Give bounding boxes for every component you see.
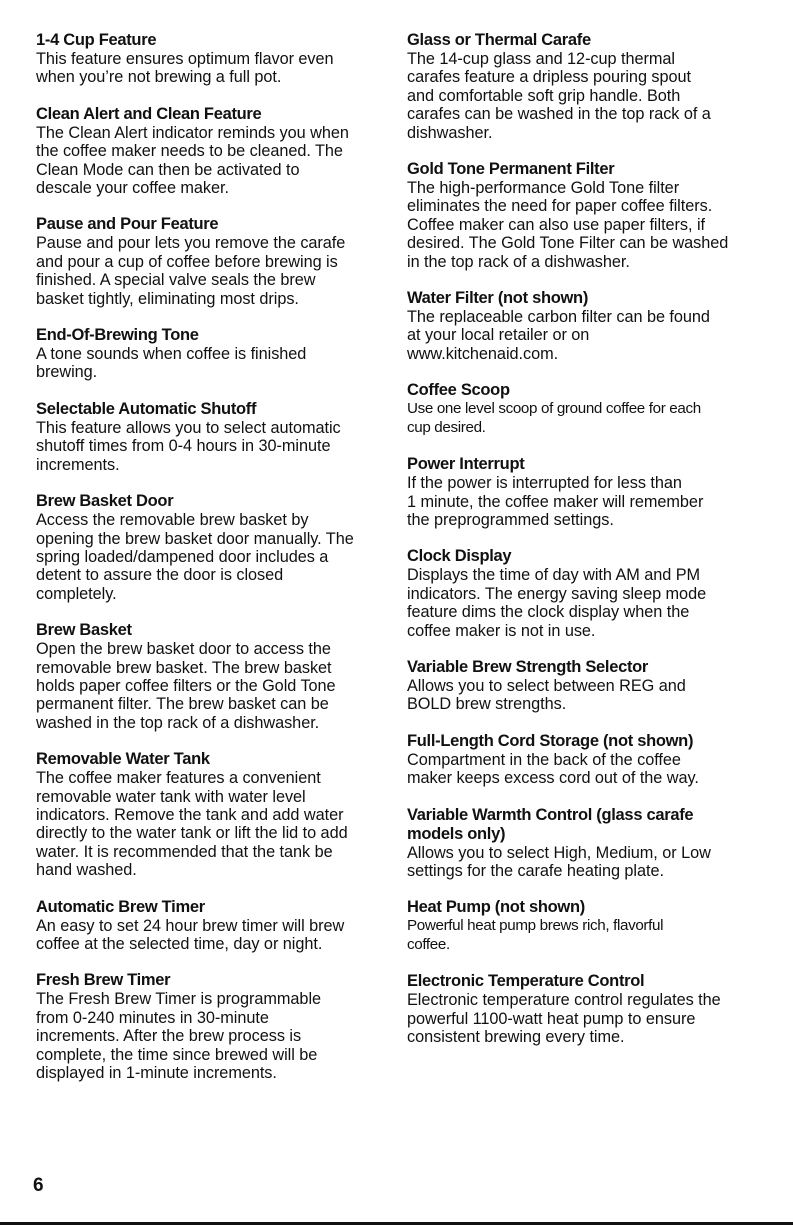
section-body: The 14-cup glass and 12-cup thermal carafes feature a dripless pouring spout and comfortable soft grip handle. Both carafes can be washed in the top rack of a dishwasher. [407,50,711,142]
section-body: This feature allows you to select automatic shutoff times from 0-4 hours in 30-minute increments. [36,418,341,474]
feature-section-automatic-brew-timer [36,898,388,954]
feature-section-heat-pump [407,898,759,954]
section-body: Open the brew basket door to access the removable brew basket. The brew basket holds paper coffee filters or the Gold Tone permanent filter. The brew basket can be washed in the top rack of a dishwasher. [36,640,336,732]
section-heading: Brew Basket [36,621,132,640]
feature-section-clean-alert [36,105,388,198]
section-body: This feature ensures optimum flavor even when you’re not brewing a full pot. [36,50,334,87]
section-heading: Power Interrupt [407,455,525,474]
section-heading: Automatic Brew Timer [36,897,205,916]
section-heading: Glass or Thermal Carafe [407,31,591,49]
section-body: Electronic temperature control regulates the powerful 1100-watt heat pump to ensure consistent brewing every time. [407,991,721,1046]
section-heading: Clean Alert and Clean Feature [36,104,262,123]
feature-section-end-of-brewing-tone [36,326,388,382]
section-heading: 1-4 Cup Feature [36,31,157,49]
feature-section-pause-and-pour [36,215,388,308]
feature-section-brew-basket-door [36,492,388,603]
section-body: The Clean Alert indicator reminds you when the coffee maker needs to be cleaned. The Clean Mode can then be activated to descale your coffee maker. [36,123,349,198]
page-number: 6 [33,1175,44,1196]
section-heading: End-Of-Brewing Tone [36,326,199,345]
section-body: Allows you to select High, Medium, or Low settings for the carafe heating plate. [407,843,711,880]
section-heading: Fresh Brew Timer [36,971,171,990]
section-body: Displays the time of day with AM and PM indicators. The energy saving sleep mode feature dims the clock display when the coffee maker is not in use. [407,566,707,640]
section-body: The Fresh Brew Timer is programmable from 0-240 minutes in 30-minute increments. After the brew process is complete, the time since brewed will be displayed in 1-minute increments. [36,990,322,1083]
section-body: An easy to set 24 hour brew timer will brew coffee at the selected time, day or night. [36,916,345,953]
section-heading: Pause and Pour Feature [36,215,219,234]
feature-section-coffee-scoop [407,381,759,437]
section-heading: Full-Length Cord Storage (not shown) [407,731,694,750]
left-column [36,31,388,1100]
section-body: Allows you to select between REG and BOLD brew strengths. [407,676,686,714]
feature-section-clock-display [407,547,759,640]
feature-section-fresh-brew-timer [36,971,388,1082]
feature-section-warmth-control [407,806,759,881]
section-body: A tone sounds when coffee is finished brewing. [36,345,307,382]
section-heading: Removable Water Tank [36,750,210,769]
feature-section-gold-tone-filter [407,160,759,271]
feature-section-cord-storage [407,732,759,788]
section-body: If the power is interrupted for less than 1 minute, the coffee maker will remember the preprogrammed settings. [407,474,704,529]
section-heading: Selectable Automatic Shutoff [36,399,257,418]
feature-section-automatic-shutoff [36,400,388,474]
feature-section-temperature-control [407,972,759,1046]
section-body: Use one level scoop of ground coffee for each cup desired. [407,400,701,436]
section-body: Compartment in the back of the coffee maker keeps excess cord out of the way. [407,750,699,788]
feature-section-water-filter [407,289,759,363]
section-heading: Electronic Temperature Control [407,972,645,991]
feature-section-brew-strength-selector [407,658,759,714]
section-body: Access the removable brew basket by opening the brew basket door manually. The spring loaded/dampened door includes a detent to assure the door is closed completely. [36,511,354,603]
section-body: The coffee maker features a convenient removable water tank with water level indicators. Remove the tank and add water directly to the water tank or lift the lid to add water. It is recommended that the tank be hand washed. [36,769,348,880]
feature-section-brew-basket [36,621,388,732]
section-heading: Coffee Scoop [407,381,510,400]
section-heading: Gold Tone Permanent Filter [407,160,615,179]
feature-section-power-interrupt [407,455,759,529]
feature-section-removable-water-tank [36,750,388,879]
section-body: Powerful heat pump brews rich, flavorful coffee. [407,917,664,953]
section-body: The replaceable carbon filter can be found at your local retailer or on www.kitchenaid.com. [407,308,710,363]
section-heading: Variable Warmth Control (glass carafe models only) [407,805,694,843]
section-body: Pause and pour lets you remove the carafe and pour a cup of coffee before brewing is finished. A special valve seals the brew basket tightly, eliminating most drips. [36,234,346,308]
section-heading: Heat Pump (not shown) [407,898,585,917]
right-column [407,31,759,1064]
section-heading: Clock Display [407,547,512,566]
feature-section-carafe [407,31,759,142]
section-heading: Water Filter (not shown) [407,289,589,308]
section-heading: Variable Brew Strength Selector [407,657,649,676]
feature-section-1-4-cup [36,31,388,87]
section-body: The high-performance Gold Tone filter eliminates the need for paper coffee filters. Coffee maker can also use paper filters, if desired. The Gold Tone Filter can be washed in the top rack of a dishwasher. [407,179,729,271]
section-heading: Brew Basket Door [36,492,174,511]
